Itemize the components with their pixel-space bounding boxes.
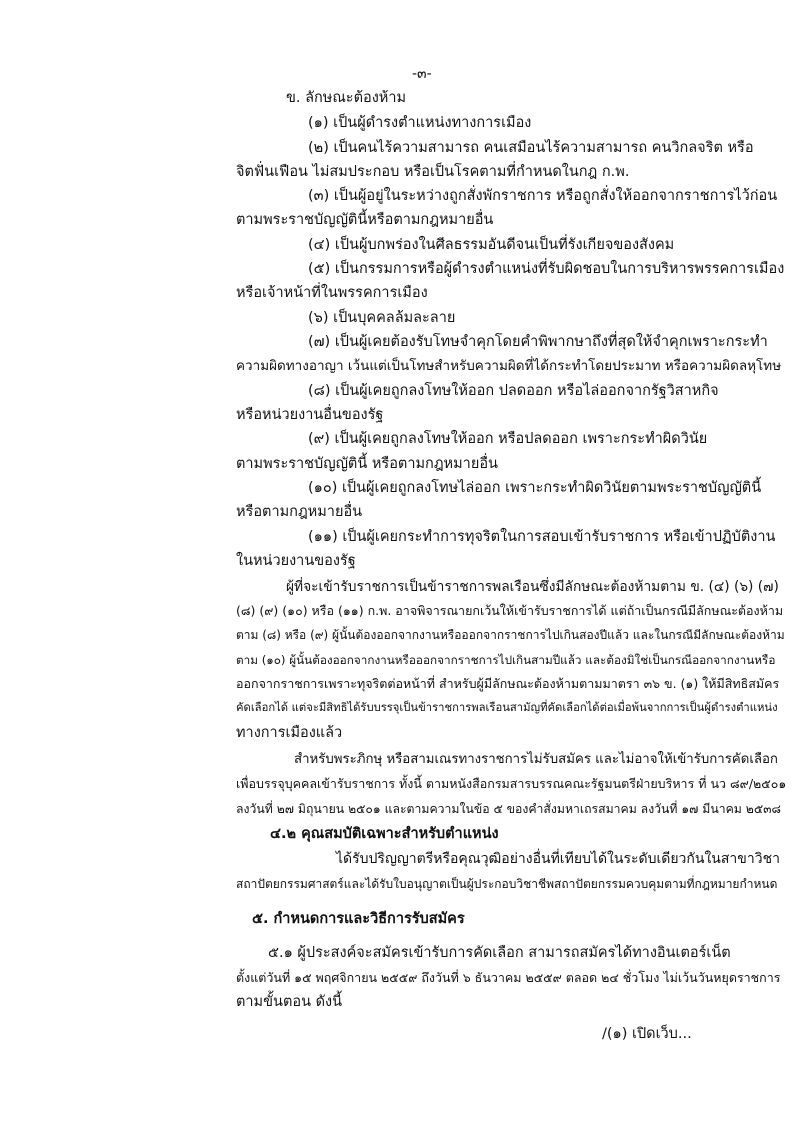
list-item: (๕) เป็นกรรมการหรือผู้ดำรงตำแหน่งที่รับผิดชอบในการบริหารพรรคการเมือง — [308, 261, 785, 277]
page-number: -๓- — [412, 66, 432, 82]
list-item: (๒) เป็นคนไร้ความสามารถ คนเสมือนไร้ความสามารถ คนวิกลจริต หรือ — [308, 140, 754, 156]
list-item: (๔) เป็นผู้บกพร่องในศีลธรรมอันดีจนเป็นที่รังเกียจของสังคม — [308, 237, 675, 253]
continuation-line: หรือเจ้าหน้าที่ในพรรคการเมือง — [236, 285, 428, 301]
continuation-line: หรือหน่วยงานอื่นของรัฐ — [236, 407, 384, 423]
paragraph-line: ได้รับปริญญาตรีหรือคุณวุฒิอย่างอื่นที่เทียบได้ในระดับเดียวกันในสาขาวิชา — [336, 851, 780, 867]
continuation-line: ความผิดทางอาญา เว้นแต่เป็นโทษสำหรับความผิดที่ได้กระทำโดยประมาท หรือความผิดลหุโทษ — [236, 358, 782, 374]
paragraph-line: (๘) (๙) (๑๐) หรือ (๑๑) ก.พ. อาจพิจารณายกเว้นให้เข้ารับราชการได้ แต่ถ้าเป็นกรณีมีลักษณะต้องห้าม — [236, 603, 784, 618]
paragraph-line: ตามขั้นตอน ดังนี้ — [236, 994, 342, 1010]
list-item: (๗) เป็นผู้เคยต้องรับโทษจำคุกโดยคำพิพากษาถึงที่สุดให้จำคุกเพราะกระทำ — [308, 334, 768, 350]
list-item: (๘) เป็นผู้เคยถูกลงโทษให้ออก ปลดออก หรือไล่ออกจากรัฐวิสาหกิจ — [308, 383, 719, 399]
paragraph-line: ออกจากราชการเพราะทุจริตต่อหน้าที่ สำหรับผู้มีลักษณะต้องห้ามตามมาตรา ๓๖ ข. (๑) ให้มีสิทธิสมัคร — [236, 676, 780, 691]
continuation-line: ตามพระราชบัญญัตินี้หรือตามกฎหมายอื่น — [236, 212, 494, 228]
list-item: (๑) เป็นผู้ดำรงตำแหน่งทางการเมือง — [308, 115, 532, 131]
continuation-line: จิตฟั่นเฟือน ไม่สมประกอบ หรือเป็นโรคตามที่กำหนดในกฎ ก.พ. — [236, 164, 630, 180]
paragraph-line: สำหรับพระภิกษุ หรือสามเณรทางราชการไม่รับสมัคร และไม่อาจให้เข้ารับการคัดเลือก — [294, 752, 778, 767]
paragraph-line: ตาม (๑๐) ผู้นั้นต้องออกจากงานหรือออกจากราชการไปเกินสามปีแล้ว และต้องมิใช่เป็นกรณีออกจากงานหรือ — [236, 653, 776, 667]
section-heading-application: ๕. กำหนดการและวิธีการรับสมัคร — [252, 911, 465, 927]
list-item: (๑๑) เป็นผู้เคยกระทำการทุจริตในการสอบเข้ารับราชการ หรือเข้าปฏิบัติงาน — [308, 529, 776, 545]
continuation-line: หรือตามกฎหมายอื่น — [236, 504, 363, 520]
paragraph-line: สถาปัตยกรรมศาสตร์และได้รับใบอนุญาตเป็นผู้ประกอบวิชาชีพสถาปัตยกรรมควบคุมตามที่กฎหมายกำหนด — [236, 877, 778, 891]
paragraph-line: ลงวันที่ ๒๗ มิถุนายน ๒๕๐๑ และตามความในข้อ ๕ ของคำสั่งมหาเถรสมาคม ลงวันที่ ๑๗ มีนาคม ๒๕๓๘ — [236, 802, 781, 816]
list-item: (๖) เป็นบุคคลล้มละลาย — [308, 310, 456, 326]
heading-prohibited-characteristics: ข. ลักษณะต้องห้าม — [286, 90, 407, 106]
continued-footer: /(๑) เปิดเว็บ... — [602, 1026, 692, 1042]
paragraph-line: คัดเลือกได้ แต่จะมีสิทธิได้รับบรรจุเป็นข้าราชการพลเรือนสามัญที่คัดเลือกได้ต่อเมื่อพ้นจากการเป็นผู้ดำรงตำแหน่ง — [236, 701, 778, 714]
list-item: (๑๐) เป็นผู้เคยถูกลงโทษไล่ออก เพราะกระทำผิดวินัยตามพระราชบัญญัตินี้ — [308, 480, 762, 496]
paragraph-line: ทางการเมืองแล้ว — [236, 725, 343, 741]
paragraph-line: ตั้งแต่วันที่ ๑๕ พฤศจิกายน ๒๕๕๙ ถึงวันที่ ๖ ธันวาคม ๒๕๕๙ ตลอด ๒๔ ชั่วโมง ไม่เว้นวันหยุดราชการ — [236, 970, 781, 985]
list-item: (๙) เป็นผู้เคยถูกลงโทษให้ออก หรือปลดออก เพราะกระทำผิดวินัย — [308, 431, 708, 447]
paragraph-line: ผู้ที่จะเข้ารับราชการเป็นข้าราชการพลเรือนซึ่งมีลักษณะต้องห้ามตาม ข. (๔) (๖) (๗) — [286, 579, 779, 595]
section-heading-specific-qualifications: ๔.๒ คุณสมบัติเฉพาะสำหรับตำแหน่ง — [270, 826, 499, 842]
paragraph-line: ๕.๑ ผู้ประสงค์จะสมัครเข้ารับการคัดเลือก สามารถสมัครได้ทางอินเตอร์เน็ต — [268, 945, 731, 961]
paragraph-line: เพื่อบรรจุบุคคลเข้ารับราชการ ทั้งนี้ ตามหนังสือกรมสารบรรณคณะรัฐมนตรีฝ่ายบริหาร ที่ นว ๘๙/๒๕๐๑ — [236, 776, 787, 791]
list-item: (๓) เป็นผู้อยู่ในระหว่างถูกสั่งพักราชการ หรือถูกสั่งให้ออกจากราชการไว้ก่อน — [308, 188, 778, 204]
continuation-line: ในหน่วยงานของรัฐ — [236, 553, 356, 569]
continuation-line: ตามพระราชบัญญัตินี้ หรือตามกฎหมายอื่น — [236, 456, 498, 472]
paragraph-line: ตาม (๘) หรือ (๙) ผู้นั้นต้องออกจากงานหรือออกจากราชการไปเกินสองปีแล้ว และในกรณีมีลักษณะต้องห้าม — [236, 628, 785, 642]
